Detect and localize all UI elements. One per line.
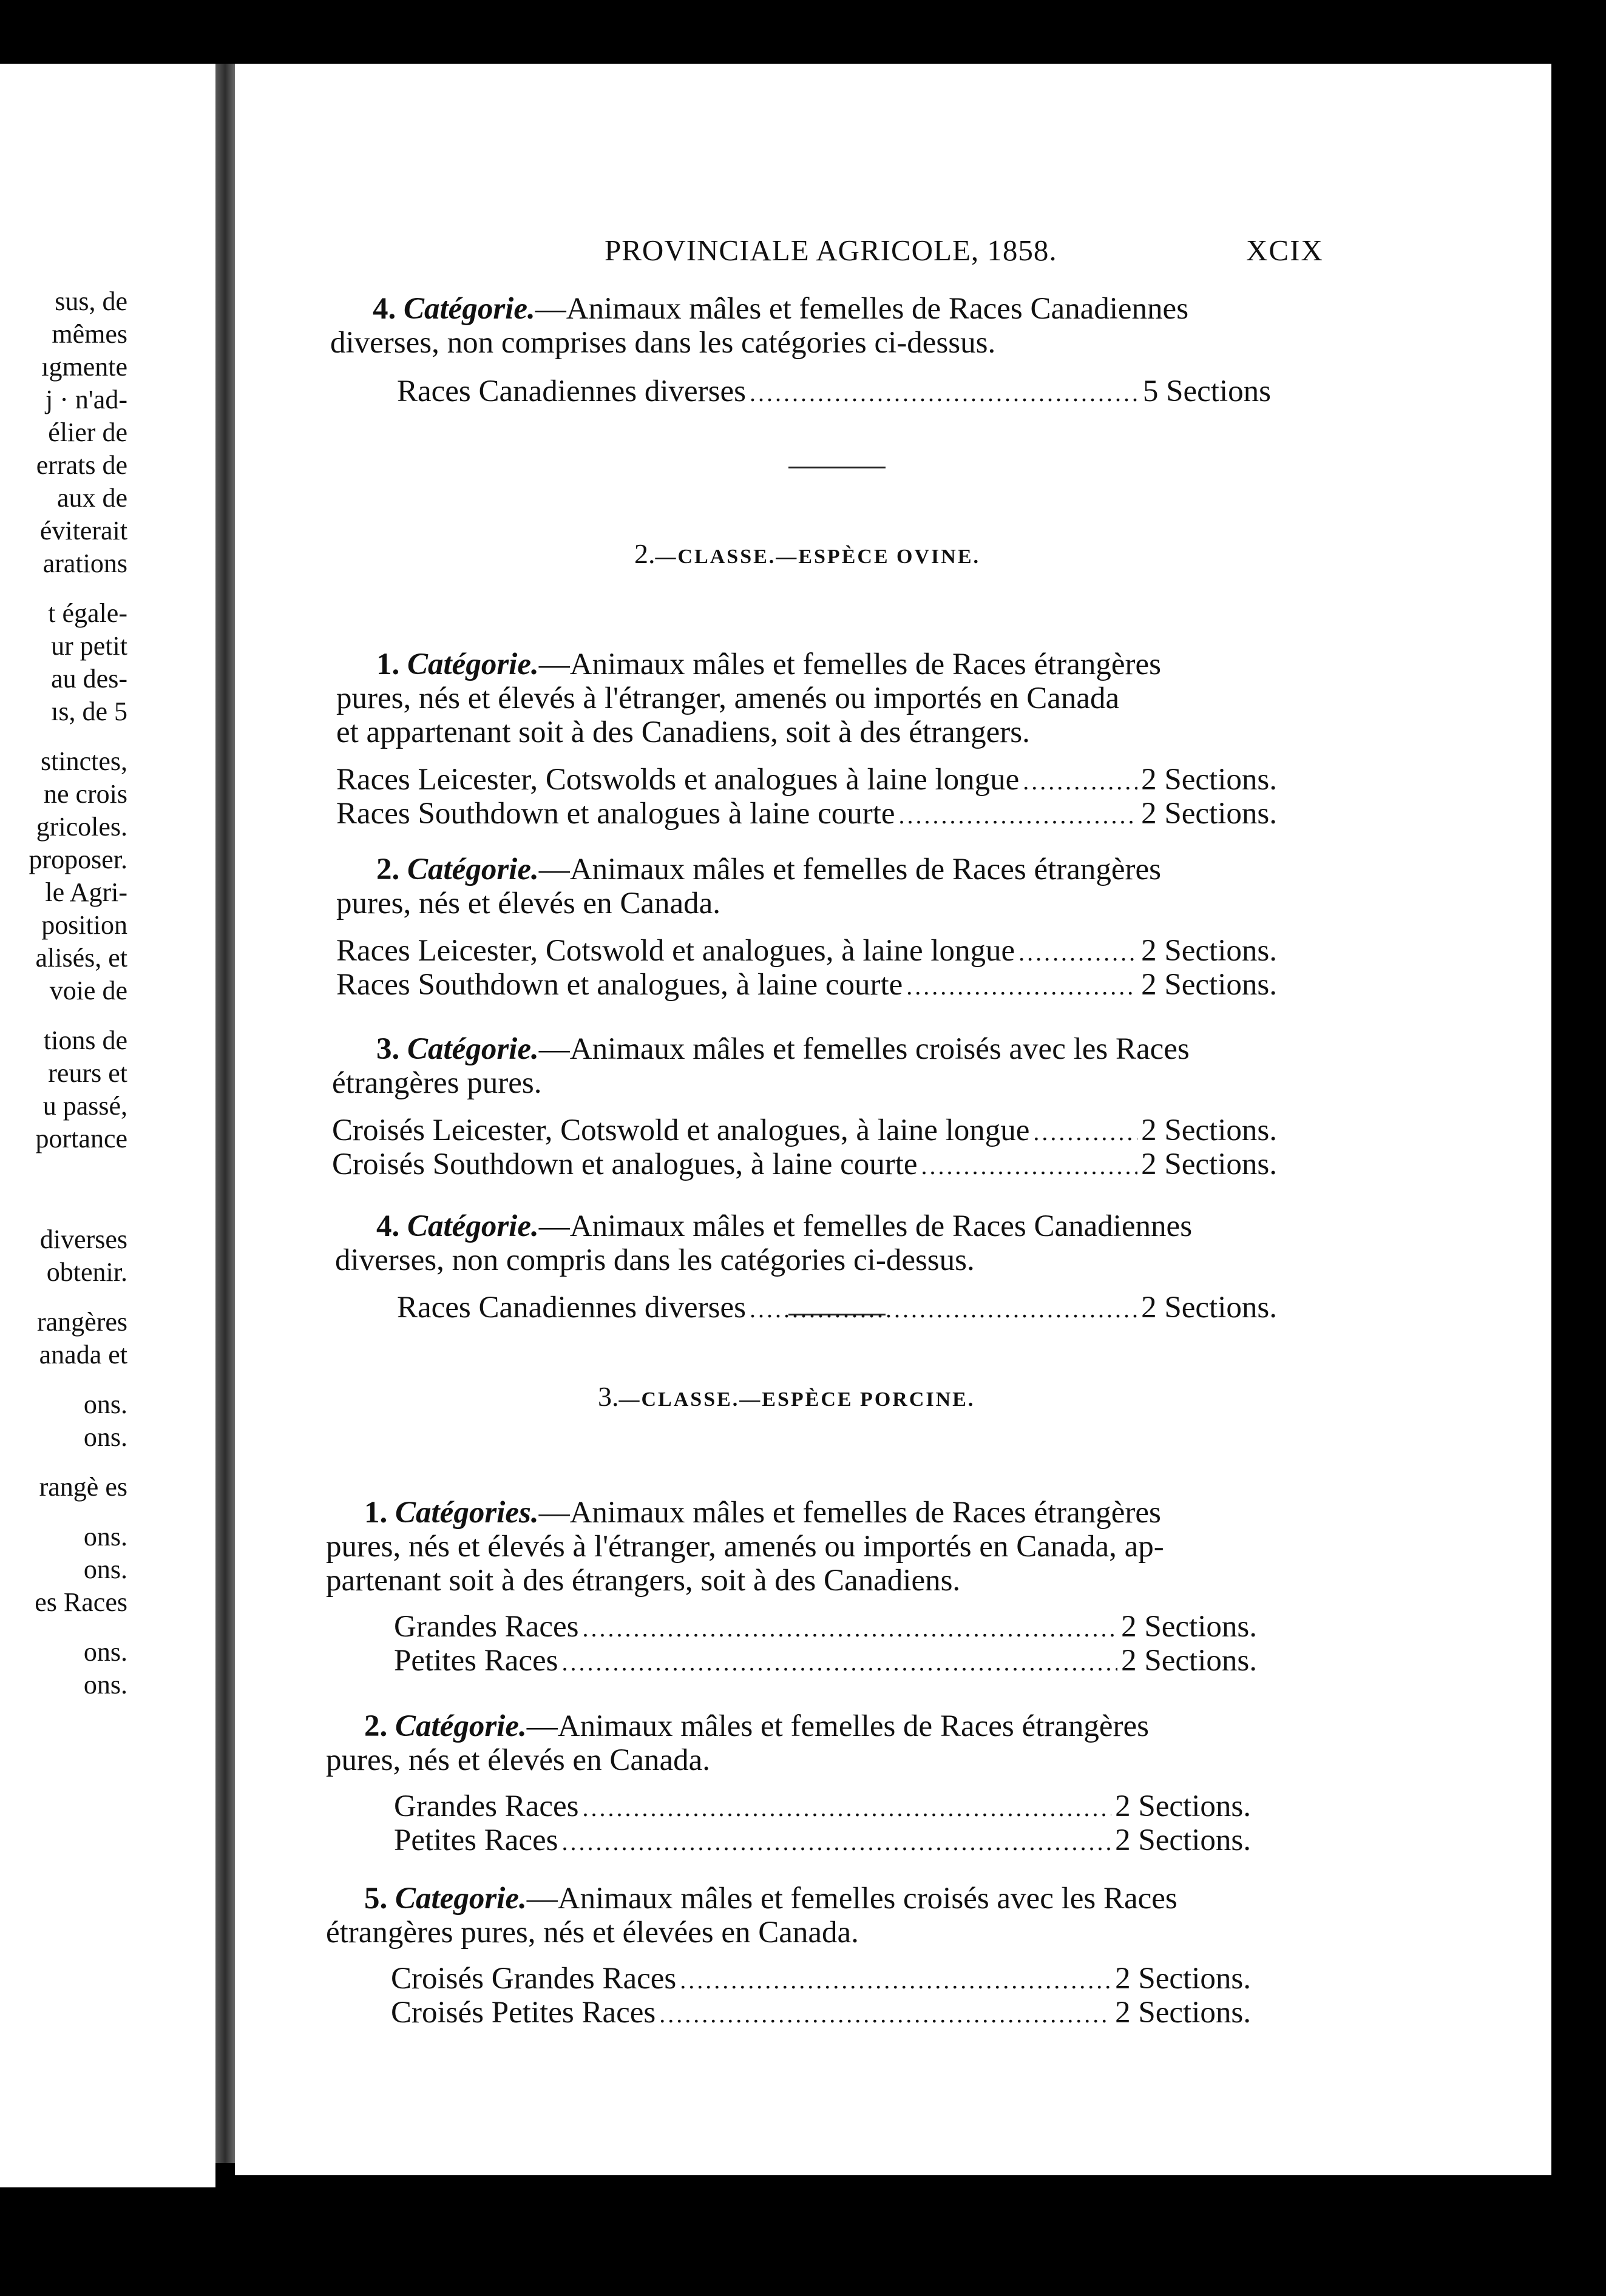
facing-page-fragment: portance bbox=[35, 1124, 127, 1153]
entry-label: Races Canadiennes diverses bbox=[397, 374, 746, 408]
facing-page-fragment: stinctes, bbox=[41, 746, 127, 776]
facing-page-fragment: éviterait bbox=[39, 516, 127, 545]
facing-page-fragment: ons. bbox=[83, 1422, 127, 1452]
facing-page-fragment: t égale- bbox=[48, 598, 127, 628]
paragraph-line: pures, nés et élevés en Canada. bbox=[326, 1743, 710, 1777]
dot-leader bbox=[1018, 936, 1137, 970]
class-heading-text: —CLASSE.—ESPÈCE OVINE. bbox=[655, 545, 981, 568]
category-label: Catégorie. bbox=[407, 1032, 539, 1066]
facing-page-fragment: u passé, bbox=[42, 1091, 127, 1121]
facing-page-fragment: gricoles. bbox=[36, 812, 127, 842]
dot-leader bbox=[1033, 1115, 1137, 1149]
section-divider bbox=[788, 467, 886, 468]
dot-leader bbox=[899, 799, 1138, 832]
paragraph-number: 1. bbox=[376, 647, 400, 681]
category-label: Catégorie. bbox=[395, 1709, 527, 1743]
entry-value: 2 Sections. bbox=[1141, 1147, 1277, 1181]
paragraph-text: —Animaux mâles et femelles de Races étrangères bbox=[526, 1709, 1149, 1743]
sections-entry bbox=[394, 1644, 1257, 1680]
right-page bbox=[235, 64, 1551, 2175]
facing-page-fragment: proposer. bbox=[29, 845, 127, 874]
sections-entry bbox=[391, 1962, 1251, 1997]
paragraph-line: diverses, non comprises dans les catégories ci-dessus. bbox=[330, 326, 996, 360]
paragraph-text: —Animaux mâles et femelles de Races Canadiennes bbox=[538, 1209, 1193, 1243]
facing-page-fragment: j · n'ad- bbox=[46, 385, 127, 414]
entry-value: 2 Sections. bbox=[1115, 1962, 1251, 1996]
entry-label: Grandes Races bbox=[394, 1610, 579, 1644]
sections-entry bbox=[336, 934, 1277, 970]
paragraph-line bbox=[376, 1209, 1192, 1243]
class-heading-text: —CLASSE.—ESPÈCE PORCINE. bbox=[618, 1388, 975, 1411]
paragraph-number: 4. bbox=[376, 1209, 400, 1243]
entry-value: 2 Sections. bbox=[1141, 797, 1277, 831]
facing-page-fragment: mêmes bbox=[52, 319, 127, 349]
entry-label: Petites Races bbox=[394, 1644, 558, 1678]
paragraph-line: et appartenant soit à des Canadiens, soit à des étrangers. bbox=[336, 715, 1030, 749]
entry-label: Petites Races bbox=[394, 1823, 558, 1857]
entry-label: Races Southdown et analogues, à laine courte bbox=[336, 968, 903, 1002]
facing-page-fragment: diverses bbox=[39, 1224, 127, 1254]
facing-page-fragment: au des- bbox=[51, 664, 127, 694]
paragraph-line: partenant soit à des étrangers, soit à des Canadiens. bbox=[326, 1564, 961, 1598]
dot-leader bbox=[680, 1963, 1111, 1997]
facing-page-fragment: ons. bbox=[83, 1637, 127, 1667]
paragraph-text: —Animaux mâles et femelles de Races étrangères bbox=[538, 1496, 1161, 1530]
entry-value: 2 Sections. bbox=[1121, 1610, 1257, 1644]
class-heading-number: 2. bbox=[634, 538, 656, 569]
sections-entry bbox=[336, 763, 1277, 799]
facing-page-fragment: rangères bbox=[36, 1307, 127, 1337]
facing-page-fragment: errats de bbox=[36, 450, 127, 480]
facing-page-fragment: ons. bbox=[83, 1555, 127, 1584]
facing-page-fragment: rangè es bbox=[39, 1472, 127, 1502]
paragraph-number: 5. bbox=[364, 1882, 388, 1916]
facing-page-fragment: ıs, de 5 bbox=[51, 697, 127, 726]
category-label: Catégorie. bbox=[407, 647, 539, 681]
entry-label: Croisés Petites Races bbox=[391, 1996, 656, 2030]
entry-value: 2 Sections. bbox=[1115, 1996, 1251, 2030]
entry-label: Races Canadiennes diverses bbox=[397, 1291, 746, 1325]
paragraph-text: —Animaux mâles et femelles de Races Canadiennes bbox=[535, 292, 1189, 326]
paragraph-line bbox=[364, 1882, 1177, 1916]
facing-page-fragment: ons. bbox=[83, 1670, 127, 1700]
entry-label: Croisés Grandes Races bbox=[391, 1962, 677, 1996]
paragraph-number: 2. bbox=[364, 1709, 388, 1743]
facing-page-fragment: obtenir. bbox=[46, 1257, 127, 1287]
dot-leader bbox=[906, 970, 1137, 1004]
class-heading bbox=[634, 538, 980, 570]
dot-leader bbox=[659, 1997, 1111, 2031]
dot-leader bbox=[750, 1292, 1137, 1326]
paragraph-number: 1. bbox=[364, 1496, 388, 1530]
entry-value: 2 Sections. bbox=[1141, 1291, 1277, 1325]
paragraph-number: 3. bbox=[376, 1032, 400, 1066]
entry-label: Croisés Leicester, Cotswold et analogues, à laine longue bbox=[332, 1113, 1030, 1147]
class-heading-number: 3. bbox=[598, 1381, 619, 1412]
entry-label: Grandes Races bbox=[394, 1789, 579, 1823]
paragraph-line: pures, nés et élevés à l'étranger, amenés ou importés en Canada bbox=[336, 681, 1120, 715]
page-number: XCIX bbox=[1246, 234, 1324, 267]
dot-leader bbox=[562, 1646, 1118, 1680]
sections-entry bbox=[336, 968, 1277, 1004]
entry-value: 2 Sections. bbox=[1141, 763, 1277, 797]
sections-entry bbox=[332, 1147, 1277, 1183]
sections-entry bbox=[394, 1789, 1251, 1825]
entry-label: Races Leicester, Cotswolds et analogues à laine longue bbox=[336, 763, 1020, 797]
facing-page-fragment: voie de bbox=[49, 976, 127, 1005]
entry-value: 2 Sections. bbox=[1141, 934, 1277, 968]
paragraph-text: —Animaux mâles et femelles croisés avec les Races bbox=[526, 1882, 1177, 1916]
entry-label: Races Leicester, Cotswold et analogues, à laine longue bbox=[336, 934, 1015, 968]
entry-value: 5 Sections bbox=[1142, 374, 1271, 408]
facing-page-fragment: sus, de bbox=[55, 286, 127, 316]
entry-value: 2 Sections. bbox=[1115, 1789, 1251, 1823]
paragraph-line: étrangères pures, nés et élevées en Canada. bbox=[326, 1916, 859, 1950]
entry-value: 2 Sections. bbox=[1115, 1823, 1251, 1857]
paragraph-line: étrangères pures. bbox=[332, 1066, 542, 1100]
facing-page-fragment: arations bbox=[42, 549, 127, 578]
left-facing-page bbox=[0, 64, 215, 2187]
class-heading bbox=[598, 1380, 975, 1413]
sections-entry bbox=[397, 374, 1271, 410]
facing-page-fragment: tions de bbox=[43, 1025, 127, 1055]
paragraph-text: —Animaux mâles et femelles de Races étrangères bbox=[538, 853, 1161, 886]
facing-page-fragment: position bbox=[41, 910, 127, 940]
paragraph-text: —Animaux mâles et femelles de Races étrangères bbox=[538, 647, 1161, 681]
paragraph-number: 4. bbox=[373, 292, 396, 326]
paragraph-line bbox=[364, 1709, 1149, 1743]
paragraph-line bbox=[364, 1496, 1161, 1530]
entry-label: Races Southdown et analogues à laine courte bbox=[336, 797, 895, 831]
category-label: Catégorie. bbox=[407, 1209, 539, 1243]
dot-leader bbox=[921, 1149, 1138, 1183]
paragraph-text: —Animaux mâles et femelles croisés avec les Races bbox=[538, 1032, 1190, 1066]
facing-page-fragment: élier de bbox=[48, 417, 127, 447]
facing-page-fragment: le Agri- bbox=[45, 877, 127, 907]
entry-value: 2 Sections. bbox=[1141, 1113, 1277, 1147]
sections-entry bbox=[336, 797, 1277, 832]
facing-page-fragment: reurs et bbox=[48, 1058, 127, 1088]
entry-value: 2 Sections. bbox=[1141, 968, 1277, 1002]
book-spine bbox=[215, 64, 235, 2163]
sections-entry bbox=[391, 1996, 1251, 2031]
dot-leader bbox=[562, 1825, 1112, 1859]
facing-page-fragment: ons. bbox=[83, 1389, 127, 1419]
category-label: Catégories. bbox=[395, 1496, 539, 1530]
facing-page-fragment: ne crois bbox=[43, 779, 127, 809]
sections-entry bbox=[394, 1610, 1257, 1646]
dot-leader bbox=[582, 1791, 1111, 1825]
facing-page-fragment: aux de bbox=[56, 483, 127, 513]
paragraph-line bbox=[373, 292, 1188, 326]
sections-entry bbox=[332, 1113, 1277, 1149]
paragraph-number: 2. bbox=[376, 853, 400, 886]
paragraph-line bbox=[376, 1032, 1190, 1066]
entry-value: 2 Sections. bbox=[1121, 1644, 1257, 1678]
facing-page-fragment: ıgmente bbox=[41, 352, 127, 382]
paragraph-line: diverses, non compris dans les catégories ci-dessus. bbox=[335, 1243, 975, 1277]
paragraph-line bbox=[376, 647, 1161, 681]
paragraph-line: pures, nés et élevés à l'étranger, amenés ou importés en Canada, ap- bbox=[326, 1530, 1164, 1564]
facing-page-fragment: es Races bbox=[35, 1587, 127, 1617]
facing-page-fragment: ur petit bbox=[51, 631, 127, 661]
sections-entry bbox=[397, 1291, 1277, 1326]
category-label: Catégorie. bbox=[404, 292, 535, 326]
facing-page-fragment: ons. bbox=[83, 1522, 127, 1551]
paragraph-line bbox=[376, 853, 1161, 886]
running-title: PROVINCIALE AGRICOLE, 1858. bbox=[605, 234, 1057, 267]
facing-page-fragment: anada et bbox=[39, 1340, 127, 1369]
category-label: Catégorie. bbox=[407, 853, 539, 886]
dot-leader bbox=[750, 376, 1139, 410]
dot-leader bbox=[1023, 765, 1137, 799]
category-label: Categorie. bbox=[395, 1882, 527, 1916]
facing-page-fragment: alisés, et bbox=[35, 943, 127, 973]
paragraph-line: pures, nés et élevés en Canada. bbox=[336, 886, 720, 920]
entry-label: Croisés Southdown et analogues, à laine courte bbox=[332, 1147, 918, 1181]
sections-entry bbox=[394, 1823, 1251, 1859]
dot-leader bbox=[582, 1612, 1117, 1646]
